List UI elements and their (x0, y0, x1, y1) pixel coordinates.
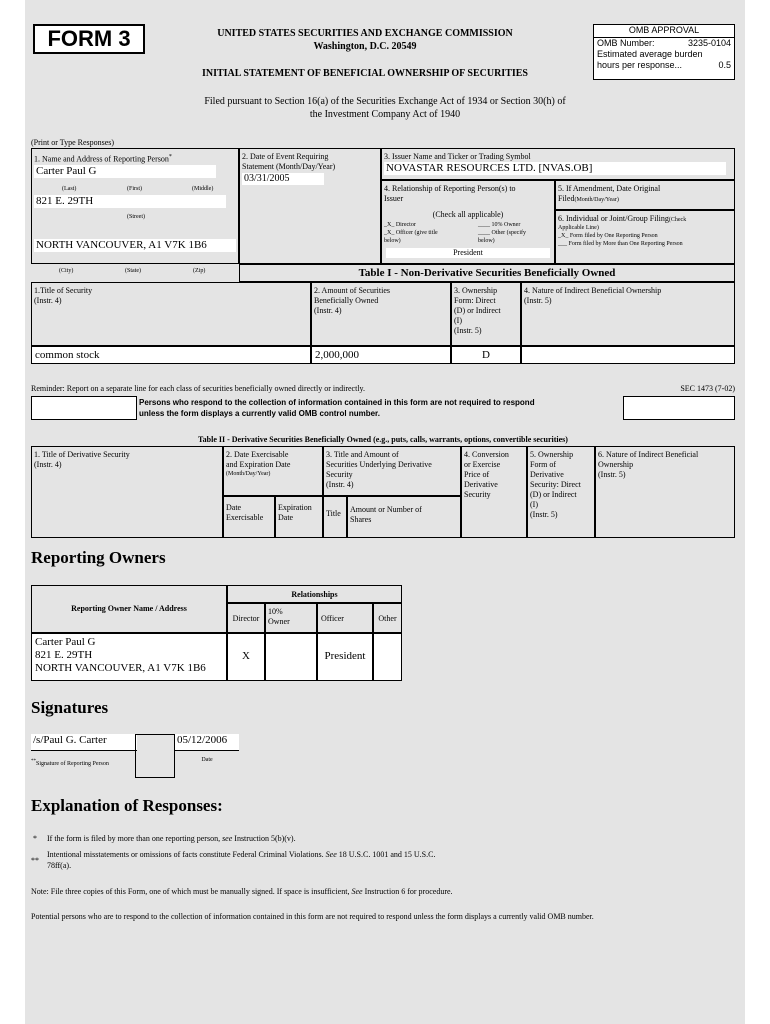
omb-burden-row (594, 60, 734, 71)
signature-blank-box (135, 734, 175, 778)
box5-label2-small: (Month/Day/Year) (574, 197, 619, 203)
sec-number: SEC 1473 (7-02) (680, 384, 735, 393)
t2-c3-line4: (Instr. 4) (326, 480, 354, 489)
t2-c4-line3: Price of (464, 470, 490, 479)
t2-c2-sub2-line2: Date (278, 513, 294, 522)
t1-row-title: common stock (31, 346, 311, 364)
t1-col2-line2: Beneficially Owned (314, 296, 379, 305)
ro-owner-line1: Carter Paul G (35, 636, 96, 648)
form-page (25, 0, 745, 1024)
note1-see: see (222, 834, 233, 843)
box3-issuer (381, 148, 735, 180)
table1-col1-header (31, 282, 311, 346)
t2-col3-sub2 (347, 496, 461, 538)
signature-label (31, 758, 109, 768)
box3-label: 3. Issuer Name and Ticker or Trading Symbol (384, 152, 531, 161)
t2-col5 (527, 446, 595, 538)
box5-amendment (555, 180, 735, 210)
t2-c2-line1: 2. Date Exercisable (226, 450, 289, 459)
t2-c4-line5: Security (464, 490, 491, 499)
t2-c6-line2: Ownership (598, 460, 634, 469)
signature-date-value: 05/12/2006 (175, 734, 239, 751)
t2-c4-line1: 4. Conversion (464, 450, 509, 459)
t2-c1-line2: (Instr. 4) (34, 460, 62, 469)
box4-label-line1: 4. Relationship of Reporting Person(s) to (384, 184, 516, 193)
event-date-value: 03/31/2005 (242, 173, 324, 185)
signature-value: /s/Paul G. Carter (31, 734, 137, 751)
officer-title-value: President (386, 248, 550, 258)
ro-director-val: X (227, 633, 265, 681)
ro-col-name: Reporting Owner Name / Address (71, 604, 187, 613)
t1-col4-line2: (Instr. 5) (524, 296, 552, 305)
t1-col2-line3: (Instr. 4) (314, 306, 342, 315)
note2-line2: 78ff(a). (47, 861, 72, 870)
t2-c4-line2: or Exercise (464, 460, 501, 469)
signature-label-text: Signature of Reporting Person (36, 761, 109, 767)
officer-option: _X_ Officer (give title (384, 230, 438, 236)
t1-col4-line1: 4. Nature of Indirect Beneficial Ownership (524, 286, 662, 295)
t2-c5-line1: 5. Ownership (530, 450, 574, 459)
note2-see: See (325, 850, 337, 859)
form-number: FORM 3 (47, 26, 131, 51)
t2-c3-sub2-line2: Shares (350, 515, 372, 524)
omb-burden-value: 0.5 (718, 60, 731, 70)
box6-applicable: Applicable Line) (558, 225, 599, 231)
box1-label (32, 149, 238, 165)
t2-col2-sub1 (223, 496, 275, 538)
ro-col-officer: Officer (317, 603, 373, 633)
t2-c3-line2: Securities Underlying Derivative (326, 460, 432, 469)
t1-row-nature (521, 346, 735, 364)
box6-option2: ___ Form filed by More than One Reporting Person (558, 241, 683, 247)
ro-owner-line2: 821 E. 29TH (35, 649, 93, 661)
city-label: (City) (59, 268, 74, 274)
t2-col3-sub1 (323, 496, 347, 538)
box1-label-mark: * (168, 154, 172, 160)
issuer-value: NOVASTAR RESOURCES LTD. [NVAS.OB] (384, 162, 726, 175)
omb-approval-box (593, 24, 735, 80)
table1-title: Table I - Non-Derivative Securities Beneficially Owned (239, 264, 735, 282)
form-number-box (33, 24, 145, 54)
t2-col2-sub2 (275, 496, 323, 538)
ro-col-10pct-line1: 10% (268, 607, 283, 616)
box6-filing-type (555, 210, 735, 264)
ro-col-other: Other (373, 603, 402, 633)
check-all-label: (Check all applicable) (432, 210, 504, 219)
t2-c3-sub1: Title (326, 509, 341, 518)
omb-burden-line2: hours per response... (597, 60, 683, 70)
t2-c5-line2: Form of (530, 460, 556, 469)
note2-line1 (47, 850, 435, 860)
table1-col3-header (451, 282, 521, 346)
signatures-heading: Signatures (31, 698, 109, 717)
omb-burden-line1: Estimated average burden (597, 49, 703, 59)
box5-label2-row (556, 194, 734, 204)
t2-c5-line6: (I) (530, 500, 538, 509)
box6-label-small: (Check (668, 217, 687, 223)
omb-number: 3235-0104 (687, 38, 731, 48)
t1-col2-line1: 2. Amount of Securities (314, 286, 390, 295)
form-title: INITIAL STATEMENT OF BENEFICIAL OWNERSHIP OF SECURITIES (201, 68, 528, 79)
print-note: (Print or Type Responses) (31, 138, 115, 147)
note2-post: 18 U.S.C. 1001 and 15 U.S.C. (338, 850, 436, 859)
note1-post: Instruction 5(b)(v). (234, 834, 296, 843)
box2-label-line2: Statement (Month/Day/Year) (242, 162, 336, 171)
box2-event-date (239, 148, 381, 264)
t2-c5-line7: (Instr. 5) (530, 510, 558, 519)
ro-owner-line3: NORTH VANCOUVER, A1 V7K 1B6 (35, 662, 206, 674)
notice-line2: unless the form displays a currently valid OMB control number. (139, 409, 380, 418)
box6-label-row (556, 211, 734, 224)
note1-pre: If the form is filed by more than one reporting person, (47, 834, 221, 843)
filed-line2: the Investment Company Act of 1940 (309, 109, 461, 120)
signature-label-mark: ** (31, 759, 36, 764)
t1-row-amount: 2,000,000 (311, 346, 451, 364)
t1-col3-line1: 3. Ownership (454, 286, 498, 295)
t2-c2-sub2-line1: Expiration (278, 503, 312, 512)
note3 (31, 887, 453, 897)
explanation-heading: Explanation of Responses: (31, 796, 223, 815)
ro-col-director: Director (227, 603, 265, 633)
table1-col2-header (311, 282, 451, 346)
t1-row-form: D (451, 346, 521, 364)
ro-col-name-header (31, 585, 227, 633)
box4-label-line2: Issuer (384, 194, 404, 203)
box6-option1: _X_ Form filed by One Reporting Person (558, 233, 658, 239)
zip-label: (Zip) (193, 268, 206, 274)
ro-officer-val: President (317, 633, 373, 681)
box5-label: 5. If Amendment, Date Original (558, 184, 661, 193)
box1-label-text: 1. Name and Address of Reporting Person (34, 154, 169, 164)
t2-c4-line4: Derivative (464, 480, 498, 489)
t1-col1-line1: 1.Title of Security (34, 286, 93, 295)
t2-c6-line1: 6. Nature of Indirect Beneficial (598, 450, 699, 459)
t2-c3-line3: Security (326, 470, 353, 479)
city-value: NORTH VANCOUVER, A1 V7K 1B6 (34, 239, 236, 252)
note1 (47, 834, 296, 844)
t1-col1-line2: (Instr. 4) (34, 296, 62, 305)
t1-col3-line5: (Instr. 5) (454, 326, 482, 335)
reminder-text: Reminder: Report on a separate line for each class of securities beneficially owned directly or indirectly. (31, 384, 366, 393)
box6-label: 6. Individual or Joint/Group Filing (558, 214, 669, 223)
note4: Potential persons who are to respond to the collection of information contained in this form are not required to respond unless the form displays a currently valid OMB number. (31, 912, 594, 921)
note2-pre: Intentional misstatements or omissions of facts constitute Federal Criminal Violations. (47, 850, 324, 859)
last-label: (Last) (62, 186, 77, 192)
t2-c3-sub2-line1: Amount or Number of (350, 505, 422, 514)
t2-col6 (595, 446, 735, 538)
t2-c1-line1: 1. Title of Derivative Security (34, 450, 130, 459)
t1-col3-line3: (D) or Indirect (454, 306, 501, 315)
note1-mark: * (33, 834, 37, 843)
t2-c2-line2: and Expiration Date (226, 460, 291, 469)
ro-10pct-val (265, 633, 317, 681)
omb-number-label: OMB Number: (597, 38, 655, 48)
note3-see: See (351, 887, 363, 896)
table1-col4-header (521, 282, 735, 346)
t1-col3-line4: (I) (454, 316, 462, 325)
signature-date-label: Date (201, 757, 213, 763)
box5-label2: Filed (558, 194, 575, 203)
omb-title: OMB APPROVAL (594, 25, 734, 38)
reporting-person-name: Carter Paul G (34, 165, 216, 178)
ro-col-10pct (265, 603, 317, 633)
ro-other-val (373, 633, 402, 681)
ro-owner-cell (31, 633, 227, 681)
t2-col4 (461, 446, 527, 538)
reporting-owners-heading: Reporting Owners (31, 548, 166, 567)
other-below: below) (478, 238, 495, 244)
box2-label-line1: 2. Date of Event Requiring (242, 152, 329, 161)
t2-c5-line5: (D) or Indirect (530, 490, 577, 499)
ro-relationships-header: Relationships (227, 585, 402, 603)
reminder-left-box (31, 396, 137, 420)
ro-col-10pct-line2: Owner (268, 617, 290, 626)
note3-pre: Note: File three copies of this Form, one of which must be manually signed. If space is insufficient, (31, 887, 350, 896)
state-label: (State) (125, 268, 141, 274)
filed-line1: Filed pursuant to Section 16(a) of the Securities Exchange Act of 1934 or Section 30(h) of (204, 96, 566, 107)
reminder-right-box (623, 396, 735, 420)
t2-c2-line3: (Month/Day/Year) (226, 471, 271, 477)
notice-line1: Persons who respond to the collection of information contained in this form are not required to respond (139, 398, 535, 407)
table2-title: Table II - Derivative Securities Beneficially Owned (e.g., puts, calls, warrants, options, convertible securities) (198, 435, 568, 444)
t2-c2-sub1-line2: Exercisable (226, 513, 264, 522)
agency-line1: UNITED STATES SECURITIES AND EXCHANGE COMMISSION (217, 28, 513, 39)
street-value: 821 E. 29TH (34, 195, 226, 208)
t2-col1 (31, 446, 223, 538)
t2-c2-sub1-line1: Date (226, 503, 242, 512)
box1-name-address (31, 148, 239, 264)
t2-col2 (223, 446, 323, 496)
other-option: ____ Other (specify (478, 230, 526, 236)
officer-below: below) (384, 238, 401, 244)
box4-relationship (381, 180, 555, 264)
note2-mark: ** (31, 856, 39, 865)
t2-c5-line3: Derivative (530, 470, 564, 479)
middle-label: (Middle) (192, 186, 214, 192)
t2-col3 (323, 446, 461, 496)
note3-post: Instruction 6 for procedure. (364, 887, 453, 896)
director-option: _X_ Director (384, 222, 416, 228)
t2-c5-line4: Security: Direct (530, 480, 581, 489)
t1-col3-line2: Form: Direct (454, 296, 496, 305)
t2-c3-line1: 3. Title and Amount of (326, 450, 399, 459)
omb-number-row (594, 38, 734, 49)
first-label: (First) (127, 186, 142, 192)
t2-c6-line3: (Instr. 5) (598, 470, 626, 479)
ten-pct-option: ____ 10% Owner (478, 222, 521, 228)
street-label: (Street) (127, 214, 145, 220)
agency-line2: Washington, D.C. 20549 (313, 41, 417, 52)
